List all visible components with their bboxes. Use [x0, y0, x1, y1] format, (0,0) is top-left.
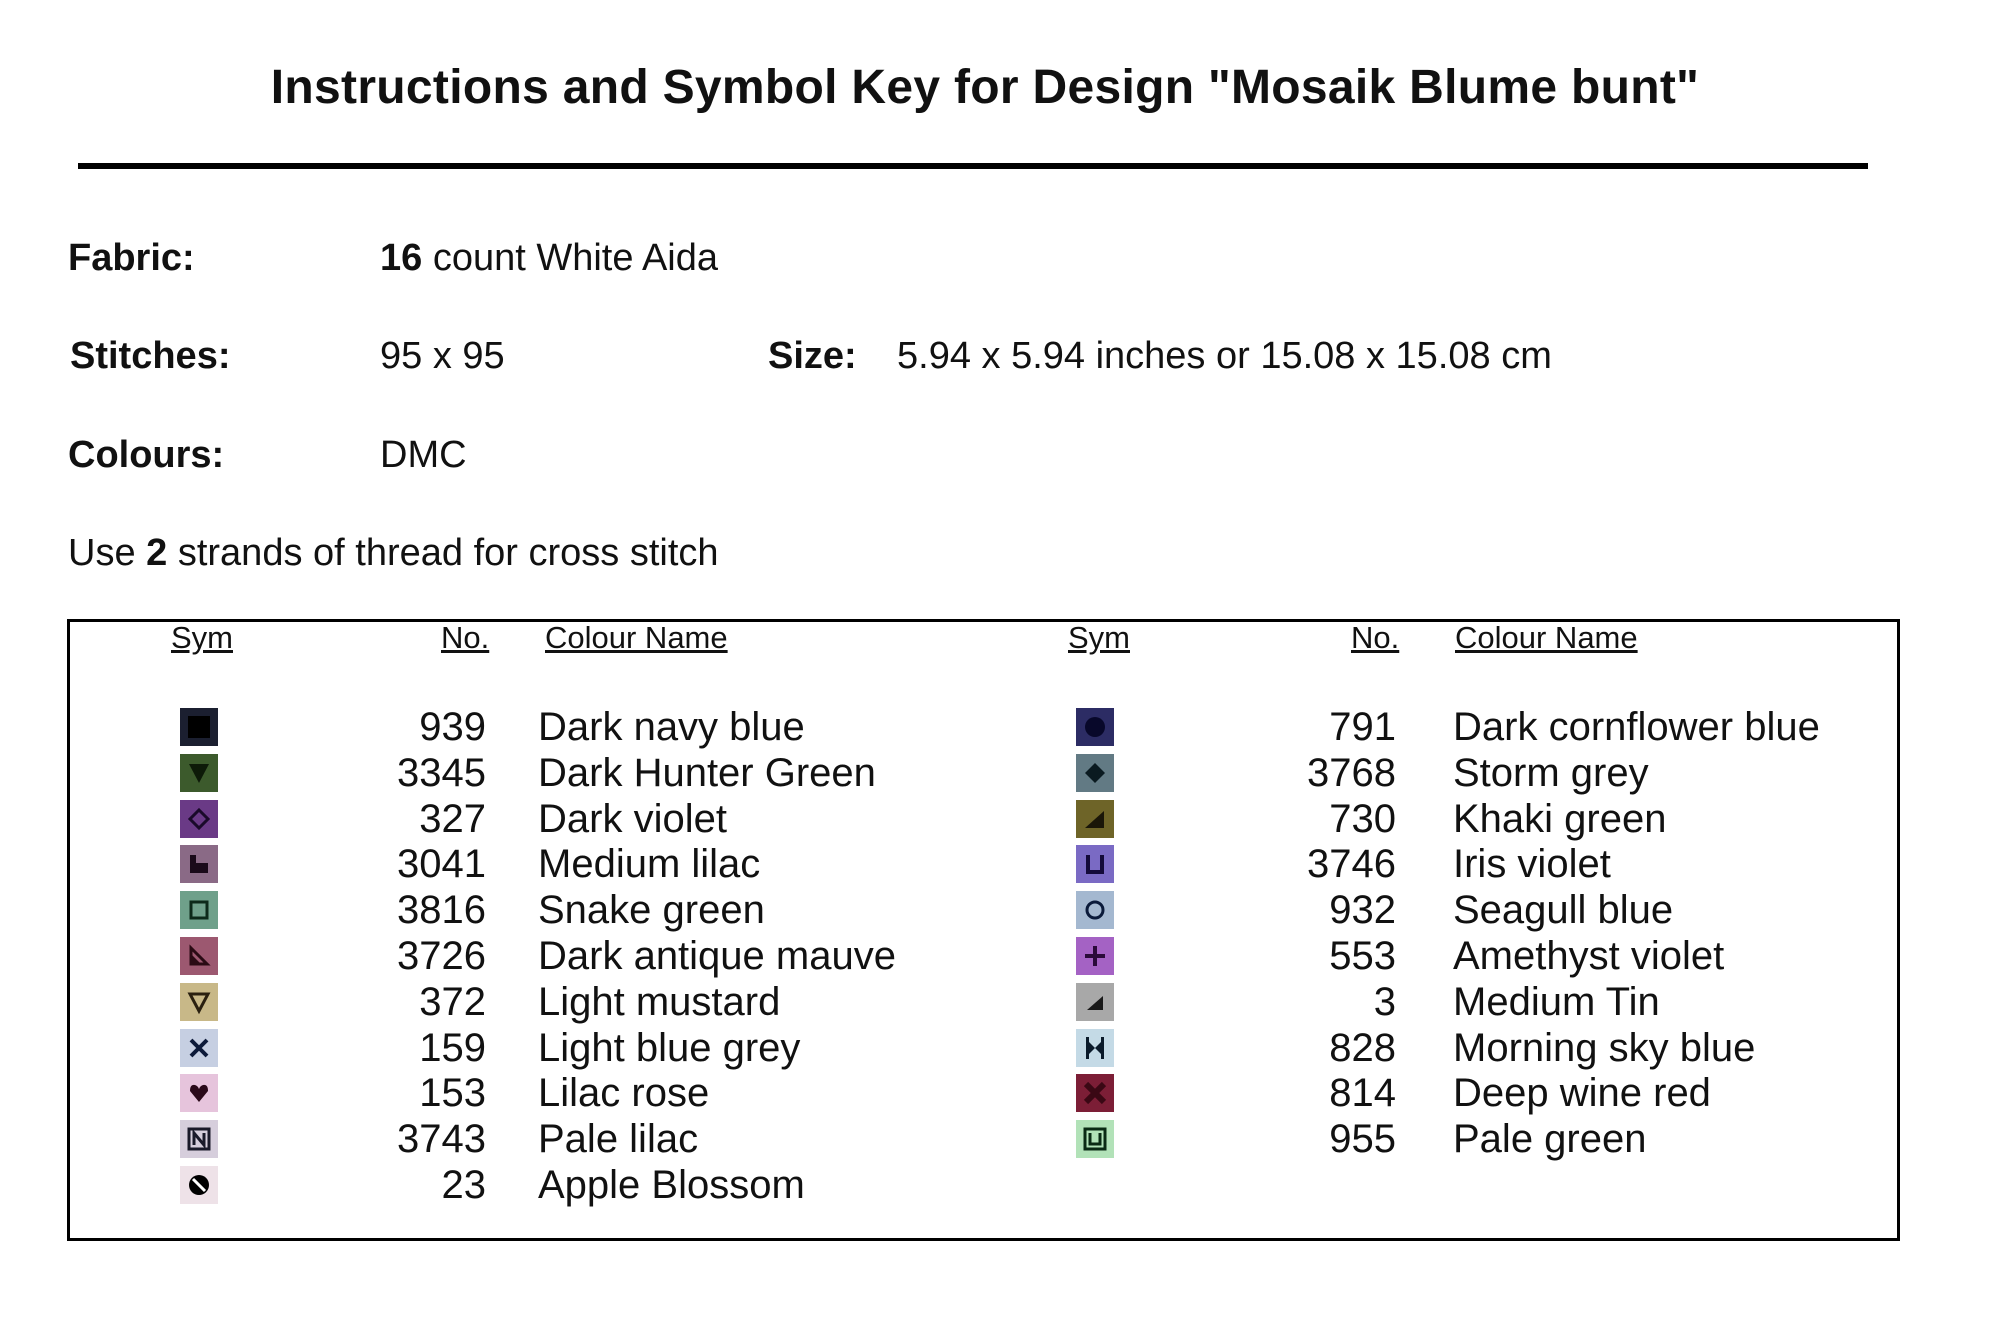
u-square-icon [1076, 1120, 1114, 1158]
colour-name: Dark violet [538, 796, 727, 841]
dmc-number: 932 [1329, 888, 1396, 933]
fabric-text: count White Aida [422, 237, 719, 279]
page-title: Instructions and Symbol Key for Design "Mosaik Blume bunt" [270, 61, 1700, 114]
colour-name: Snake green [538, 888, 765, 933]
dmc-number: 814 [1329, 1071, 1396, 1116]
colour-name: Dark navy blue [538, 705, 805, 749]
colour-name: Medium lilac [538, 842, 761, 887]
dmc-number: 3816 [397, 888, 486, 933]
colour-name: Khaki green [1453, 796, 1667, 841]
filled-square-icon [180, 708, 218, 746]
right-sym-header: Sym [1068, 620, 1130, 655]
x-filled-icon [1076, 1074, 1114, 1112]
dmc-number: 3746 [1307, 842, 1396, 887]
plus-icon [1076, 937, 1114, 975]
colour-name: Pale green [1453, 1117, 1647, 1162]
stitches-label: Stitches: [70, 335, 231, 377]
triangle-down-filled-icon [180, 754, 218, 792]
strands-instruction [68, 532, 719, 575]
dmc-number: 372 [419, 979, 486, 1024]
colour-name: Apple Blossom [538, 1163, 805, 1207]
title-divider [78, 163, 1868, 169]
dmc-number: 3768 [1307, 750, 1396, 795]
x-mark-icon [180, 1029, 218, 1067]
circle-slash-icon [180, 1166, 218, 1204]
dmc-number: 939 [419, 705, 486, 749]
dmc-number: 159 [419, 1025, 486, 1070]
size-label: Size: [768, 335, 857, 377]
dmc-number: 327 [419, 796, 486, 841]
stitches-value: 95 x 95 [380, 335, 505, 377]
dmc-number: 955 [1329, 1117, 1396, 1162]
bowtie-icon [1076, 1029, 1114, 1067]
colour-name: Pale lilac [538, 1117, 699, 1162]
colour-name: Iris violet [1453, 842, 1611, 887]
size-value: 5.94 x 5.94 inches or 15.08 x 15.08 cm [897, 335, 1552, 377]
dmc-number: 153 [419, 1071, 486, 1116]
right-no-header: No. [1351, 620, 1400, 655]
n-box-icon [180, 1120, 218, 1158]
diamond-filled-icon [1076, 754, 1114, 792]
colour-name: Deep wine red [1453, 1071, 1711, 1116]
colours-value: DMC [380, 434, 467, 476]
heart-icon [180, 1074, 218, 1112]
colour-name: Dark cornflower blue [1453, 705, 1820, 749]
wedge-small-icon [1076, 983, 1114, 1021]
dmc-number: 730 [1329, 796, 1396, 841]
strands-suffix: strands of thread for cross stitch [167, 532, 719, 574]
dmc-number: 3345 [397, 750, 486, 795]
step-shape-icon [180, 845, 218, 883]
left-no-header: No. [441, 620, 490, 655]
corner-triangle-icon [180, 937, 218, 975]
filled-circle-icon [1076, 708, 1114, 746]
colours-label: Colours: [68, 434, 225, 476]
colour-name: Morning sky blue [1453, 1025, 1756, 1070]
fabric-label: Fabric: [68, 237, 195, 279]
u-box-icon [1076, 845, 1114, 883]
fabric-value [380, 237, 718, 280]
dmc-number: 3041 [397, 842, 486, 887]
colour-name: Light blue grey [538, 1025, 801, 1070]
triangle-down-outline-icon [180, 983, 218, 1021]
dmc-number: 553 [1329, 934, 1396, 978]
circle-outline-icon [1076, 891, 1114, 929]
right-colour-name-header: Colour Name [1455, 620, 1638, 655]
dmc-number: 23 [441, 1163, 486, 1207]
colour-name: Amethyst violet [1453, 934, 1725, 978]
dmc-number: 828 [1329, 1025, 1396, 1070]
diamond-outline-icon [180, 800, 218, 838]
left-sym-header: Sym [171, 620, 233, 655]
fabric-count: 16 [380, 237, 423, 279]
colour-name: Seagull blue [1453, 888, 1674, 933]
colour-name: Light mustard [538, 979, 781, 1024]
colour-name: Dark antique mauve [538, 934, 896, 978]
wedge-icon [1076, 800, 1114, 838]
square-outline-icon [180, 891, 218, 929]
colour-name: Dark Hunter Green [538, 750, 876, 795]
dmc-number: 3 [1373, 979, 1396, 1024]
left-colour-name-header: Colour Name [545, 620, 728, 655]
strands-prefix: Use [68, 532, 147, 574]
colour-name: Storm grey [1453, 750, 1649, 795]
colour-name: Medium Tin [1453, 979, 1660, 1024]
strands-count: 2 [146, 532, 168, 574]
colour-name: Lilac rose [538, 1071, 710, 1116]
dmc-number: 3743 [397, 1117, 486, 1162]
dmc-number: 3726 [397, 934, 486, 978]
dmc-number: 791 [1329, 705, 1396, 749]
